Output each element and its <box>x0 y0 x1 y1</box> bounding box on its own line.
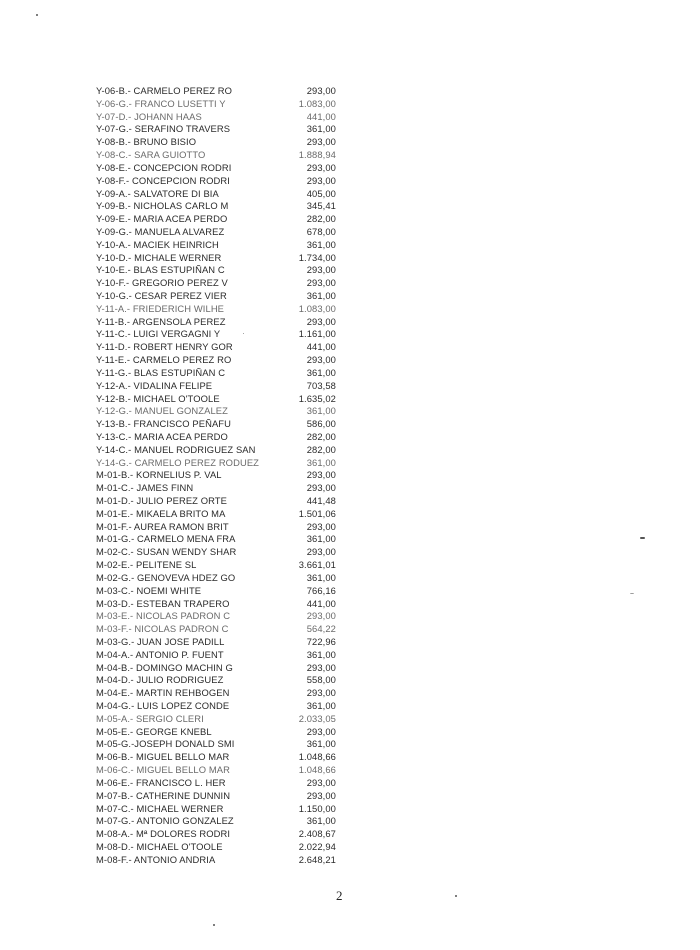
list-item <box>96 328 336 341</box>
list-item <box>96 175 336 188</box>
entry-label: M-08-F.- ANTONIO ANDRIA <box>96 853 216 865</box>
entry-amount: 1.888,94 <box>298 149 336 161</box>
list-item <box>96 841 336 854</box>
list-item <box>96 610 336 623</box>
list-item <box>96 98 336 111</box>
list-item <box>96 559 336 572</box>
entry-label: Y-06-G.- FRANCO LUSETTI Y <box>96 97 226 109</box>
entry-label: M-04-D.- JULIO RODRIGUEZ <box>96 674 224 686</box>
entry-amount: 361,00 <box>306 738 336 750</box>
list-item <box>96 482 336 495</box>
entry-label: M-01-D.- JULIO PEREZ ORTE <box>96 495 227 506</box>
entry-label: M-02-E.- PELITENE SL <box>96 559 197 571</box>
entry-label: M-03-F.- NICOLAS PADRON C <box>96 623 229 635</box>
entry-label: Y-10-E.- BLAS ESTUPIÑAN C <box>96 264 225 276</box>
entry-amount: 1.150,00 <box>298 802 336 814</box>
entry-label: M-07-G.- ANTONIO GONZALEZ <box>96 815 234 827</box>
list-item <box>96 444 336 457</box>
list-item <box>96 572 336 585</box>
entries-list <box>96 85 336 867</box>
entry-amount: 361,00 <box>306 700 336 711</box>
entry-amount: 1.734,00 <box>298 251 336 263</box>
entry-label: Y-10-D.- MICHALE WERNER <box>96 251 222 263</box>
entry-amount: 766,16 <box>306 584 336 596</box>
list-item <box>96 469 336 482</box>
entry-amount: 1.048,66 <box>298 751 336 763</box>
list-item <box>96 649 336 662</box>
entry-amount: 293,00 <box>306 610 336 622</box>
entry-label: Y-13-B.- FRANCISCO PEÑAFU <box>96 418 231 430</box>
entry-amount: 293,00 <box>306 136 336 148</box>
entry-amount: 1.048,66 <box>298 764 336 776</box>
entry-label: Y-12-G.- MANUEL GONZALEZ <box>96 405 228 417</box>
list-item <box>96 252 336 265</box>
list-item <box>96 111 336 124</box>
entry-label: M-07-C.- MICHAEL WERNER <box>96 802 224 814</box>
entry-label: M-01-F.- AUREA RAMON BRIT <box>96 520 229 532</box>
entry-label: Y-11-G.- BLAS ESTUPIÑAN C <box>96 366 226 378</box>
entry-amount: 345,41 <box>306 200 336 212</box>
entry-amount: 2.033,05 <box>298 712 336 724</box>
entry-amount: 2.022,94 <box>298 840 336 852</box>
list-item <box>96 803 336 816</box>
list-item <box>96 585 336 598</box>
scan-speck <box>36 14 38 16</box>
entry-amount: 1.083,00 <box>298 97 336 109</box>
list-item <box>96 598 336 611</box>
entry-label: M-05-G.-JOSEPH DONALD SMI <box>96 738 235 750</box>
list-item <box>96 380 336 393</box>
entry-amount: 293,00 <box>306 264 336 276</box>
entry-label: Y-12-B.- MICHAEL O'TOOLE <box>96 392 220 404</box>
entry-label: Y-09-A.- SALVATORE DI BIA <box>96 187 219 199</box>
entry-label: M-03-E.- NICOLAS PADRON C <box>96 610 231 622</box>
entry-amount: 441,00 <box>306 597 336 609</box>
list-item <box>96 277 336 290</box>
scan-speck <box>213 924 215 926</box>
list-item <box>96 854 336 867</box>
entry-amount: 293,00 <box>306 277 336 289</box>
entry-label: Y-10-G.- CESAR PEREZ VIER <box>96 290 227 301</box>
entry-amount: 293,00 <box>306 85 336 96</box>
entry-amount: 361,00 <box>306 290 336 301</box>
entry-label: M-08-D.- MICHAEL O'TOOLE <box>96 840 223 852</box>
entry-amount: 361,00 <box>306 456 336 468</box>
entry-amount: 293,00 <box>306 354 336 366</box>
list-item <box>96 303 336 316</box>
entry-amount: 3.661,01 <box>298 559 336 571</box>
list-item <box>96 418 336 431</box>
entry-label: M-04-A.- ANTONIO P. FUENT <box>96 648 224 660</box>
list-item <box>96 341 336 354</box>
entry-amount: 361,00 <box>306 533 336 545</box>
list-item <box>96 790 336 803</box>
entry-label: Y-11-C.- LUIGI VERGAGNI Y <box>96 328 221 340</box>
entry-amount: 441,48 <box>306 495 336 506</box>
entry-amount: 1.501,06 <box>298 507 336 519</box>
entry-label: Y-09-B.- NICHOLAS CARLO M <box>96 200 229 212</box>
list-item <box>96 123 336 136</box>
entry-amount: 441,00 <box>306 110 336 122</box>
entry-amount: 703,58 <box>306 379 336 391</box>
list-item <box>96 521 336 534</box>
entry-amount: 361,00 <box>306 571 336 583</box>
entry-label: Y-08-F.- CONCEPCION RODRI <box>96 174 230 186</box>
entry-amount: 2.408,67 <box>298 828 336 840</box>
entry-amount: 361,00 <box>306 238 336 250</box>
entry-amount: 293,00 <box>306 520 336 532</box>
entry-label: Y-12-A.- VIDALINA FELIPE <box>96 379 213 391</box>
entry-label: Y-13-C.- MARIA ACEA PERDO <box>96 430 228 442</box>
list-item <box>96 226 336 239</box>
entry-amount: 293,00 <box>306 161 336 173</box>
entry-amount: 293,00 <box>306 546 336 558</box>
entry-label: Y-07-D.- JOHANN HAAS <box>96 110 202 122</box>
list-item <box>96 264 336 277</box>
entry-amount: 558,00 <box>306 674 336 686</box>
list-item <box>96 687 336 700</box>
entry-amount: 441,00 <box>306 341 336 353</box>
entry-label: Y-07-G.- SERAFINO TRAVERS <box>96 123 231 135</box>
entry-label: M-07-B.- CATHERINE DUNNIN <box>96 789 231 801</box>
list-item <box>96 533 336 546</box>
entry-amount: 293,00 <box>306 687 336 699</box>
list-item <box>96 738 336 751</box>
entry-amount: 1.161,00 <box>298 328 336 340</box>
entry-label: M-04-G.- LUIS LOPEZ CONDE <box>96 700 230 711</box>
list-item <box>96 495 336 508</box>
list-item <box>96 367 336 380</box>
entry-label: M-05-A.- SERGIO CLERI <box>96 712 204 724</box>
entry-amount: 282,00 <box>306 443 336 455</box>
list-item <box>96 777 336 790</box>
entry-label: Y-10-A.- MACIEK HEINRICH <box>96 238 219 250</box>
entry-amount: 293,00 <box>306 789 336 801</box>
list-item <box>96 751 336 764</box>
entry-amount: 405,00 <box>306 187 336 199</box>
list-item <box>96 636 336 649</box>
entry-label: Y-11-E.- CARMELO PEREZ RO <box>96 354 232 366</box>
list-item <box>96 200 336 213</box>
entry-amount: 1.083,00 <box>298 302 336 314</box>
list-item <box>96 405 336 418</box>
entry-label: Y-08-E.- CONCEPCION RODRI <box>96 161 232 173</box>
entry-label: Y-11-A.- FRIEDERICH WILHE <box>96 302 225 314</box>
entry-label: M-03-C.- NOEMI WHITE <box>96 584 202 596</box>
entry-amount: 293,00 <box>306 469 336 481</box>
list-item <box>96 764 336 777</box>
list-item <box>96 726 336 739</box>
entry-label: Y-08-C.- SARA GUIOTTO <box>96 149 206 161</box>
scan-speck <box>640 537 645 539</box>
list-item <box>96 354 336 367</box>
scan-speck <box>243 333 244 334</box>
entry-label: M-04-E.- MARTIN REHBOGEN <box>96 687 230 699</box>
entry-amount: 1.635,02 <box>298 392 336 404</box>
entry-label: M-08-A.- Mª DOLORES RODRI <box>96 828 231 840</box>
scan-speck <box>630 593 634 594</box>
entry-label: M-06-E.- FRANCISCO L. HER <box>96 776 226 788</box>
list-item <box>96 674 336 687</box>
list-item <box>96 457 336 470</box>
entry-amount: 282,00 <box>306 213 336 225</box>
entry-label: Y-14-C.- MANUEL RODRIGUEZ SAN <box>96 443 256 455</box>
list-item <box>96 623 336 636</box>
entry-label: Y-09-G.- MANUELA ALVAREZ <box>96 225 225 237</box>
entry-amount: 293,00 <box>306 315 336 327</box>
entry-label: Y-10-F.- GREGORIO PEREZ V <box>96 277 228 289</box>
entry-label: Y-08-B.- BRUNO BISIO <box>96 136 197 148</box>
list-item <box>96 162 336 175</box>
page-number: 2 <box>336 888 343 903</box>
entry-label: Y-11-D.- ROBERT HENRY GOR <box>96 341 233 353</box>
list-item <box>96 828 336 841</box>
entry-label: M-01-G.- CARMELO MENA FRA <box>96 533 236 545</box>
list-item <box>96 393 336 406</box>
entry-label: M-05-E.- GEORGE KNEBL <box>96 725 212 737</box>
list-item <box>96 431 336 444</box>
entry-label: M-06-B.- MIGUEL BELLO MAR <box>96 751 230 763</box>
list-item <box>96 713 336 726</box>
list-item <box>96 213 336 226</box>
entry-amount: 564,22 <box>306 623 336 635</box>
entry-amount: 2.648,21 <box>298 853 336 865</box>
entry-amount: 361,00 <box>306 815 336 827</box>
entry-amount: 361,00 <box>306 405 336 417</box>
list-item <box>96 815 336 828</box>
entry-amount: 722,96 <box>306 635 336 647</box>
entry-label: M-02-G.- GENOVEVA HDEZ GO <box>96 571 236 583</box>
entry-amount: 282,00 <box>306 430 336 442</box>
entry-amount: 361,00 <box>306 648 336 660</box>
list-item <box>96 136 336 149</box>
entry-amount: 293,00 <box>306 776 336 788</box>
list-item <box>96 290 336 303</box>
entry-label: Y-11-B.- ARGENSOLA PEREZ <box>96 315 226 327</box>
list-item <box>96 149 336 162</box>
entry-label: Y-14-G.- CARMELO PEREZ RODUEZ <box>96 456 259 468</box>
entry-label: M-03-G.- JUAN JOSE PADILL <box>96 635 225 647</box>
entry-label: M-01-C.- JAMES FINN <box>96 482 194 494</box>
entry-label: Y-06-B.- CARMELO PEREZ RO <box>96 85 233 96</box>
entry-label: M-02-C.- SUSAN WENDY SHAR <box>96 546 237 558</box>
list-item <box>96 662 336 675</box>
entry-amount: 361,00 <box>306 366 336 378</box>
entry-label: M-01-E.- MIKAELA BRITO MA <box>96 507 226 519</box>
list-item <box>96 188 336 201</box>
entry-amount: 678,00 <box>306 225 336 237</box>
list-item <box>96 700 336 713</box>
entry-amount: 293,00 <box>306 725 336 737</box>
entry-label: M-03-D.- ESTEBAN TRAPERO <box>96 597 230 609</box>
list-item <box>96 508 336 521</box>
entry-amount: 293,00 <box>306 482 336 494</box>
entry-label: M-01-B.- KORNELIUS P. VAL <box>96 469 222 481</box>
scan-speck <box>455 895 457 897</box>
list-item <box>96 239 336 252</box>
list-item <box>96 85 336 98</box>
entry-label: Y-09-E.- MARIA ACEA PERDO <box>96 213 228 225</box>
entry-amount: 361,00 <box>306 123 336 135</box>
entry-label: M-06-C.- MIGUEL BELLO MAR <box>96 764 230 776</box>
list-item <box>96 546 336 559</box>
entry-amount: 586,00 <box>306 418 336 430</box>
entry-amount: 293,00 <box>306 174 336 186</box>
list-item <box>96 316 336 329</box>
entry-label: M-04-B.- DOMINGO MACHIN G <box>96 661 233 673</box>
entry-amount: 293,00 <box>306 661 336 673</box>
